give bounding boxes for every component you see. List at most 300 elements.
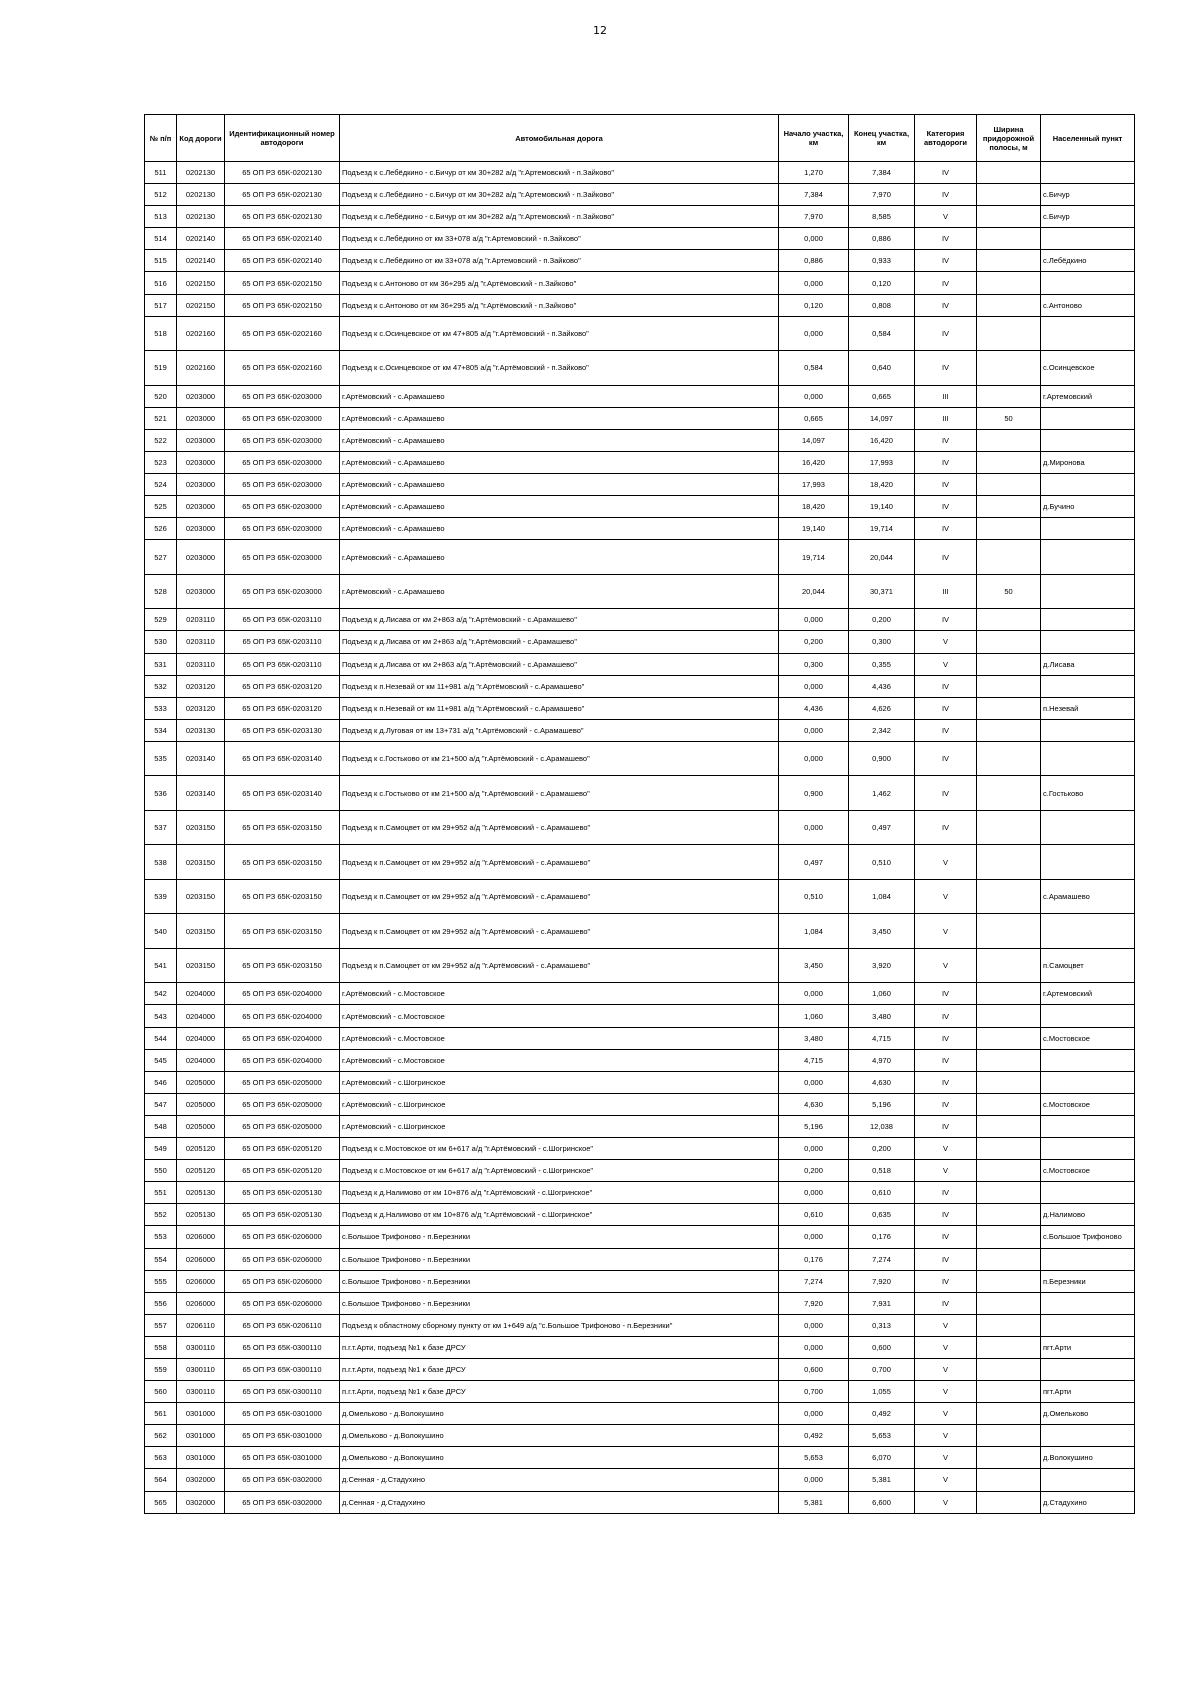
- end-km-cell: 30,371: [849, 574, 915, 609]
- road-id-cell: 65 ОП РЗ 65К-0301000: [225, 1425, 340, 1447]
- road-id-cell: 65 ОП РЗ 65К-0206000: [225, 1270, 340, 1292]
- road-code-cell: 0203000: [177, 540, 225, 575]
- road-id-cell: 65 ОП РЗ 65К-0302000: [225, 1469, 340, 1491]
- category-cell: IV: [915, 184, 977, 206]
- road-code-cell: 0301000: [177, 1425, 225, 1447]
- roadside-width-cell: [977, 540, 1041, 575]
- roadside-width-cell: [977, 810, 1041, 845]
- row-number-cell: 531: [145, 653, 177, 675]
- row-number-cell: 560: [145, 1381, 177, 1403]
- table-row: [145, 496, 1135, 518]
- road-name-cell: г.Артёмовский - с.Арамашево: [340, 429, 779, 451]
- settlement-cell: [1041, 609, 1135, 631]
- roadside-width-cell: [977, 272, 1041, 294]
- end-km-cell: 0,900: [849, 741, 915, 776]
- start-km-cell: 18,420: [779, 496, 849, 518]
- row-number-cell: 540: [145, 914, 177, 949]
- road-id-cell: 65 ОП РЗ 65К-0203000: [225, 474, 340, 496]
- end-km-cell: 0,635: [849, 1204, 915, 1226]
- start-km-cell: 0,497: [779, 845, 849, 880]
- start-km-cell: 0,000: [779, 1403, 849, 1425]
- end-km-cell: 0,518: [849, 1160, 915, 1182]
- end-km-cell: 7,931: [849, 1292, 915, 1314]
- row-number-cell: 537: [145, 810, 177, 845]
- road-id-cell: 65 ОП РЗ 65К-0203000: [225, 540, 340, 575]
- road-id-cell: 65 ОП РЗ 65К-0204000: [225, 983, 340, 1005]
- table-row: [145, 1336, 1135, 1358]
- start-km-cell: 5,196: [779, 1115, 849, 1137]
- settlement-cell: [1041, 1005, 1135, 1027]
- road-name-cell: г.Артёмовский - с.Мостовское: [340, 1005, 779, 1027]
- row-number-cell: 541: [145, 948, 177, 983]
- row-number-cell: 525: [145, 496, 177, 518]
- table-row: [145, 1469, 1135, 1491]
- roadside-width-cell: [977, 385, 1041, 407]
- road-code-cell: 0205000: [177, 1093, 225, 1115]
- roadside-width-cell: [977, 316, 1041, 351]
- page-number: 12: [593, 24, 607, 37]
- row-number-cell: 564: [145, 1469, 177, 1491]
- table-row: [145, 1403, 1135, 1425]
- end-km-cell: 1,084: [849, 879, 915, 914]
- road-code-cell: 0205000: [177, 1071, 225, 1093]
- category-cell: V: [915, 845, 977, 880]
- start-km-cell: 0,000: [779, 719, 849, 741]
- category-cell: III: [915, 407, 977, 429]
- row-number-cell: 515: [145, 250, 177, 272]
- row-number-cell: 545: [145, 1049, 177, 1071]
- road-name-cell: г.Артёмовский - с.Шогринское: [340, 1071, 779, 1093]
- road-name-cell: д.Омельково - д.Волокушино: [340, 1447, 779, 1469]
- table-row: [145, 1005, 1135, 1027]
- road-code-cell: 0206000: [177, 1292, 225, 1314]
- start-km-cell: 19,140: [779, 518, 849, 540]
- row-number-cell: 551: [145, 1182, 177, 1204]
- road-code-cell: 0203140: [177, 776, 225, 811]
- end-km-cell: 7,920: [849, 1270, 915, 1292]
- start-km-cell: 7,970: [779, 206, 849, 228]
- category-cell: IV: [915, 719, 977, 741]
- road-name-cell: Подъезд к с.Гостьково от км 21+500 а/д "г.Артёмовский - с.Арамашево": [340, 776, 779, 811]
- roadside-width-cell: [977, 1248, 1041, 1270]
- header-start-km: Начало участка, км: [779, 115, 849, 162]
- category-cell: V: [915, 1425, 977, 1447]
- road-name-cell: п.г.т.Арти, подъезд №1 к базе ДРСУ: [340, 1358, 779, 1380]
- end-km-cell: 14,097: [849, 407, 915, 429]
- settlement-cell: [1041, 1049, 1135, 1071]
- road-id-cell: 65 ОП РЗ 65К-0205130: [225, 1204, 340, 1226]
- roadside-width-cell: [977, 741, 1041, 776]
- settlement-cell: с.Бичур: [1041, 206, 1135, 228]
- road-code-cell: 0203000: [177, 407, 225, 429]
- road-id-cell: 65 ОП РЗ 65К-0302000: [225, 1491, 340, 1513]
- table-header-row: [145, 115, 1135, 162]
- table-row: [145, 407, 1135, 429]
- category-cell: IV: [915, 1027, 977, 1049]
- settlement-cell: с.Лебёдкино: [1041, 250, 1135, 272]
- end-km-cell: 3,450: [849, 914, 915, 949]
- table-row: [145, 474, 1135, 496]
- road-id-cell: 65 ОП РЗ 65К-0203150: [225, 914, 340, 949]
- row-number-cell: 546: [145, 1071, 177, 1093]
- start-km-cell: 17,993: [779, 474, 849, 496]
- road-name-cell: Подъезд к с.Мостовское от км 6+617 а/д "г.Артёмовский - с.Шогринское": [340, 1138, 779, 1160]
- road-id-cell: 65 ОП РЗ 65К-0300110: [225, 1381, 340, 1403]
- road-code-cell: 0203000: [177, 385, 225, 407]
- road-name-cell: Подъезд к д.Налимово от км 10+876 а/д "г.Артёмовский - с.Шогринское": [340, 1182, 779, 1204]
- category-cell: IV: [915, 351, 977, 386]
- road-code-cell: 0205130: [177, 1182, 225, 1204]
- table-row: [145, 653, 1135, 675]
- road-name-cell: д.Омельково - д.Волокушино: [340, 1403, 779, 1425]
- road-code-cell: 0204000: [177, 1049, 225, 1071]
- roadside-width-cell: [977, 1049, 1041, 1071]
- end-km-cell: 7,384: [849, 162, 915, 184]
- start-km-cell: 0,000: [779, 385, 849, 407]
- row-number-cell: 528: [145, 574, 177, 609]
- roadside-width-cell: [977, 879, 1041, 914]
- row-number-cell: 539: [145, 879, 177, 914]
- road-name-cell: г.Артёмовский - с.Мостовское: [340, 983, 779, 1005]
- start-km-cell: 0,584: [779, 351, 849, 386]
- road-name-cell: Подъезд к п.Незевай от км 11+981 а/д "г.Артёмовский - с.Арамашево": [340, 697, 779, 719]
- roadside-width-cell: [977, 228, 1041, 250]
- row-number-cell: 527: [145, 540, 177, 575]
- settlement-cell: с.Антоново: [1041, 294, 1135, 316]
- road-name-cell: г.Артёмовский - с.Арамашево: [340, 518, 779, 540]
- road-id-cell: 65 ОП РЗ 65К-0206000: [225, 1292, 340, 1314]
- table-row: [145, 1138, 1135, 1160]
- roadside-width-cell: [977, 609, 1041, 631]
- start-km-cell: 0,000: [779, 1226, 849, 1248]
- roads-table: [144, 114, 1135, 1514]
- table-row: [145, 294, 1135, 316]
- road-name-cell: с.Большое Трифоново - п.Березники: [340, 1248, 779, 1270]
- road-code-cell: 0202130: [177, 184, 225, 206]
- row-number-cell: 511: [145, 162, 177, 184]
- table-row: [145, 845, 1135, 880]
- road-name-cell: д.Омельково - д.Волокушино: [340, 1425, 779, 1447]
- roadside-width-cell: [977, 1336, 1041, 1358]
- end-km-cell: 4,715: [849, 1027, 915, 1049]
- table-row: [145, 228, 1135, 250]
- settlement-cell: [1041, 272, 1135, 294]
- settlement-cell: [1041, 1425, 1135, 1447]
- roadside-width-cell: [977, 1425, 1041, 1447]
- roadside-width-cell: [977, 1469, 1041, 1491]
- road-code-cell: 0203110: [177, 631, 225, 653]
- road-code-cell: 0205120: [177, 1160, 225, 1182]
- table-row: [145, 1491, 1135, 1513]
- start-km-cell: 16,420: [779, 451, 849, 473]
- road-name-cell: Подъезд к с.Лебёдкино от км 33+078 а/д "г.Артемовский - п.Зайково": [340, 250, 779, 272]
- table-row: [145, 1292, 1135, 1314]
- settlement-cell: [1041, 631, 1135, 653]
- end-km-cell: 0,355: [849, 653, 915, 675]
- road-code-cell: 0203110: [177, 653, 225, 675]
- category-cell: V: [915, 1381, 977, 1403]
- end-km-cell: 0,313: [849, 1314, 915, 1336]
- category-cell: V: [915, 206, 977, 228]
- road-id-cell: 65 ОП РЗ 65К-0300110: [225, 1336, 340, 1358]
- settlement-cell: [1041, 518, 1135, 540]
- road-name-cell: г.Артёмовский - с.Арамашево: [340, 540, 779, 575]
- end-km-cell: 0,665: [849, 385, 915, 407]
- row-number-cell: 536: [145, 776, 177, 811]
- road-code-cell: 0203150: [177, 914, 225, 949]
- end-km-cell: 0,700: [849, 1358, 915, 1380]
- category-cell: IV: [915, 451, 977, 473]
- settlement-cell: [1041, 1182, 1135, 1204]
- row-number-cell: 523: [145, 451, 177, 473]
- table-row: [145, 162, 1135, 184]
- road-name-cell: г.Артёмовский - с.Арамашево: [340, 385, 779, 407]
- end-km-cell: 0,200: [849, 609, 915, 631]
- table-row: [145, 1226, 1135, 1248]
- road-id-cell: 65 ОП РЗ 65К-0202140: [225, 250, 340, 272]
- road-name-cell: Подъезд к с.Мостовское от км 6+617 а/д "г.Артёмовский - с.Шогринское": [340, 1160, 779, 1182]
- end-km-cell: 19,714: [849, 518, 915, 540]
- start-km-cell: 0,492: [779, 1425, 849, 1447]
- road-name-cell: Подъезд к п.Самоцвет от км 29+952 а/д "г.Артёмовский - с.Арамашево": [340, 810, 779, 845]
- road-name-cell: д.Сенная - д.Стадухино: [340, 1491, 779, 1513]
- category-cell: V: [915, 914, 977, 949]
- row-number-cell: 557: [145, 1314, 177, 1336]
- category-cell: V: [915, 879, 977, 914]
- settlement-cell: [1041, 1469, 1135, 1491]
- road-name-cell: Подъезд к с.Лебёдкино - с.Бичур от км 30+282 а/д "г.Артемовский - п.Зайково": [340, 206, 779, 228]
- row-number-cell: 559: [145, 1358, 177, 1380]
- table-row: [145, 1027, 1135, 1049]
- road-id-cell: 65 ОП РЗ 65К-0202130: [225, 184, 340, 206]
- road-code-cell: 0205120: [177, 1138, 225, 1160]
- row-number-cell: 565: [145, 1491, 177, 1513]
- road-id-cell: 65 ОП РЗ 65К-0205120: [225, 1138, 340, 1160]
- roadside-width-cell: [977, 948, 1041, 983]
- roadside-width-cell: [977, 518, 1041, 540]
- category-cell: IV: [915, 675, 977, 697]
- row-number-cell: 516: [145, 272, 177, 294]
- category-cell: IV: [915, 316, 977, 351]
- start-km-cell: 0,000: [779, 1469, 849, 1491]
- settlement-cell: с.Мостовское: [1041, 1160, 1135, 1182]
- roadside-width-cell: [977, 496, 1041, 518]
- category-cell: V: [915, 1160, 977, 1182]
- category-cell: IV: [915, 496, 977, 518]
- road-name-cell: г.Артёмовский - с.Шогринское: [340, 1115, 779, 1137]
- start-km-cell: 0,886: [779, 250, 849, 272]
- road-code-cell: 0204000: [177, 983, 225, 1005]
- road-code-cell: 0300110: [177, 1336, 225, 1358]
- category-cell: IV: [915, 429, 977, 451]
- row-number-cell: 562: [145, 1425, 177, 1447]
- roadside-width-cell: [977, 451, 1041, 473]
- table-row: [145, 272, 1135, 294]
- roadside-width-cell: [977, 162, 1041, 184]
- row-number-cell: 543: [145, 1005, 177, 1027]
- road-id-cell: 65 ОП РЗ 65К-0205130: [225, 1182, 340, 1204]
- settlement-cell: [1041, 810, 1135, 845]
- row-number-cell: 550: [145, 1160, 177, 1182]
- settlement-cell: [1041, 1292, 1135, 1314]
- table-row: [145, 1358, 1135, 1380]
- category-cell: IV: [915, 228, 977, 250]
- road-id-cell: 65 ОП РЗ 65К-0202150: [225, 294, 340, 316]
- settlement-cell: [1041, 540, 1135, 575]
- start-km-cell: 0,000: [779, 316, 849, 351]
- category-cell: IV: [915, 741, 977, 776]
- roadside-width-cell: [977, 697, 1041, 719]
- start-km-cell: 1,060: [779, 1005, 849, 1027]
- category-cell: V: [915, 1314, 977, 1336]
- road-name-cell: с.Большое Трифоново - п.Березники: [340, 1292, 779, 1314]
- settlement-cell: [1041, 407, 1135, 429]
- road-name-cell: г.Артёмовский - с.Арамашево: [340, 474, 779, 496]
- settlement-cell: д.Лисава: [1041, 653, 1135, 675]
- road-id-cell: 65 ОП РЗ 65К-0203000: [225, 518, 340, 540]
- row-number-cell: 563: [145, 1447, 177, 1469]
- roadside-width-cell: [977, 1314, 1041, 1336]
- end-km-cell: 4,436: [849, 675, 915, 697]
- settlement-cell: д.Миронова: [1041, 451, 1135, 473]
- road-code-cell: 0300110: [177, 1381, 225, 1403]
- road-name-cell: Подъезд к областному сборному пункту от км 1+649 а/д "с.Большое Трифоново - п.Березники": [340, 1314, 779, 1336]
- table-row: [145, 1071, 1135, 1093]
- category-cell: IV: [915, 1005, 977, 1027]
- road-id-cell: 65 ОП РЗ 65К-0203120: [225, 675, 340, 697]
- road-id-cell: 65 ОП РЗ 65К-0203140: [225, 741, 340, 776]
- category-cell: IV: [915, 810, 977, 845]
- roadside-width-cell: [977, 1160, 1041, 1182]
- road-code-cell: 0203000: [177, 474, 225, 496]
- start-km-cell: 0,000: [779, 1336, 849, 1358]
- road-id-cell: 65 ОП РЗ 65К-0203110: [225, 653, 340, 675]
- roadside-width-cell: [977, 1071, 1041, 1093]
- row-number-cell: 522: [145, 429, 177, 451]
- end-km-cell: 4,630: [849, 1071, 915, 1093]
- roadside-width-cell: [977, 1138, 1041, 1160]
- end-km-cell: 0,510: [849, 845, 915, 880]
- header-category: Категория автодороги: [915, 115, 977, 162]
- start-km-cell: 0,000: [779, 228, 849, 250]
- category-cell: V: [915, 1358, 977, 1380]
- settlement-cell: [1041, 1138, 1135, 1160]
- start-km-cell: 4,630: [779, 1093, 849, 1115]
- settlement-cell: п.Самоцвет: [1041, 948, 1135, 983]
- settlement-cell: [1041, 429, 1135, 451]
- settlement-cell: п.Незевай: [1041, 697, 1135, 719]
- table-row: [145, 810, 1135, 845]
- table-row: [145, 1425, 1135, 1447]
- road-id-cell: 65 ОП РЗ 65К-0203110: [225, 609, 340, 631]
- road-code-cell: 0203150: [177, 810, 225, 845]
- table-row: [145, 948, 1135, 983]
- roadside-width-cell: [977, 631, 1041, 653]
- start-km-cell: 0,000: [779, 1182, 849, 1204]
- category-cell: IV: [915, 983, 977, 1005]
- start-km-cell: 0,000: [779, 272, 849, 294]
- road-id-cell: 65 ОП РЗ 65К-0203150: [225, 948, 340, 983]
- end-km-cell: 0,584: [849, 316, 915, 351]
- settlement-cell: [1041, 1314, 1135, 1336]
- start-km-cell: 0,510: [779, 879, 849, 914]
- end-km-cell: 20,044: [849, 540, 915, 575]
- table-row: [145, 1248, 1135, 1270]
- road-name-cell: г.Артёмовский - с.Арамашево: [340, 451, 779, 473]
- road-code-cell: 0300110: [177, 1358, 225, 1380]
- road-name-cell: г.Артёмовский - с.Арамашево: [340, 496, 779, 518]
- road-code-cell: 0203000: [177, 496, 225, 518]
- road-name-cell: с.Большое Трифоново - п.Березники: [340, 1226, 779, 1248]
- road-id-cell: 65 ОП РЗ 65К-0203150: [225, 845, 340, 880]
- road-code-cell: 0206000: [177, 1226, 225, 1248]
- road-code-cell: 0202150: [177, 294, 225, 316]
- end-km-cell: 5,653: [849, 1425, 915, 1447]
- settlement-cell: д.Омельково: [1041, 1403, 1135, 1425]
- roadside-width-cell: [977, 1204, 1041, 1226]
- road-code-cell: 0301000: [177, 1447, 225, 1469]
- end-km-cell: 0,120: [849, 272, 915, 294]
- row-number-cell: 512: [145, 184, 177, 206]
- start-km-cell: 3,480: [779, 1027, 849, 1049]
- roadside-width-cell: [977, 250, 1041, 272]
- settlement-cell: [1041, 845, 1135, 880]
- start-km-cell: 14,097: [779, 429, 849, 451]
- roadside-width-cell: [977, 1292, 1041, 1314]
- road-name-cell: г.Артёмовский - с.Арамашево: [340, 407, 779, 429]
- road-id-cell: 65 ОП РЗ 65К-0203000: [225, 496, 340, 518]
- start-km-cell: 0,176: [779, 1248, 849, 1270]
- road-name-cell: Подъезд к п.Самоцвет от км 29+952 а/д "г.Артёмовский - с.Арамашево": [340, 845, 779, 880]
- table-row: [145, 609, 1135, 631]
- roadside-width-cell: [977, 845, 1041, 880]
- road-code-cell: 0302000: [177, 1469, 225, 1491]
- roadside-width-cell: [977, 1447, 1041, 1469]
- roadside-width-cell: [977, 1358, 1041, 1380]
- start-km-cell: 3,450: [779, 948, 849, 983]
- roadside-width-cell: [977, 1182, 1041, 1204]
- start-km-cell: 0,700: [779, 1381, 849, 1403]
- row-number-cell: 547: [145, 1093, 177, 1115]
- start-km-cell: 19,714: [779, 540, 849, 575]
- table-row: [145, 1447, 1135, 1469]
- road-name-cell: п.г.т.Арти, подъезд №1 к базе ДРСУ: [340, 1336, 779, 1358]
- settlement-cell: [1041, 675, 1135, 697]
- roadside-width-cell: 50: [977, 407, 1041, 429]
- road-name-cell: г.Артёмовский - с.Арамашево: [340, 574, 779, 609]
- road-id-cell: 65 ОП РЗ 65К-0204000: [225, 1027, 340, 1049]
- roadside-width-cell: [977, 983, 1041, 1005]
- road-code-cell: 0203000: [177, 451, 225, 473]
- category-cell: V: [915, 1447, 977, 1469]
- road-name-cell: Подъезд к с.Осинцевское от км 47+805 а/д "г.Артёмовский - п.Зайково": [340, 316, 779, 351]
- start-km-cell: 0,665: [779, 407, 849, 429]
- category-cell: IV: [915, 1226, 977, 1248]
- road-id-cell: 65 ОП РЗ 65К-0204000: [225, 1005, 340, 1027]
- category-cell: IV: [915, 272, 977, 294]
- row-number-cell: 513: [145, 206, 177, 228]
- table-row: [145, 983, 1135, 1005]
- road-name-cell: Подъезд к д.Лисава от км 2+863 а/д "г.Артёмовский - с.Арамашево": [340, 631, 779, 653]
- road-code-cell: 0205130: [177, 1204, 225, 1226]
- road-name-cell: п.г.т.Арти, подъезд №1 к базе ДРСУ: [340, 1381, 779, 1403]
- row-number-cell: 518: [145, 316, 177, 351]
- end-km-cell: 7,970: [849, 184, 915, 206]
- settlement-cell: с.Бичур: [1041, 184, 1135, 206]
- end-km-cell: 4,970: [849, 1049, 915, 1071]
- settlement-cell: пгт.Арти: [1041, 1336, 1135, 1358]
- road-id-cell: 65 ОП РЗ 65К-0301000: [225, 1403, 340, 1425]
